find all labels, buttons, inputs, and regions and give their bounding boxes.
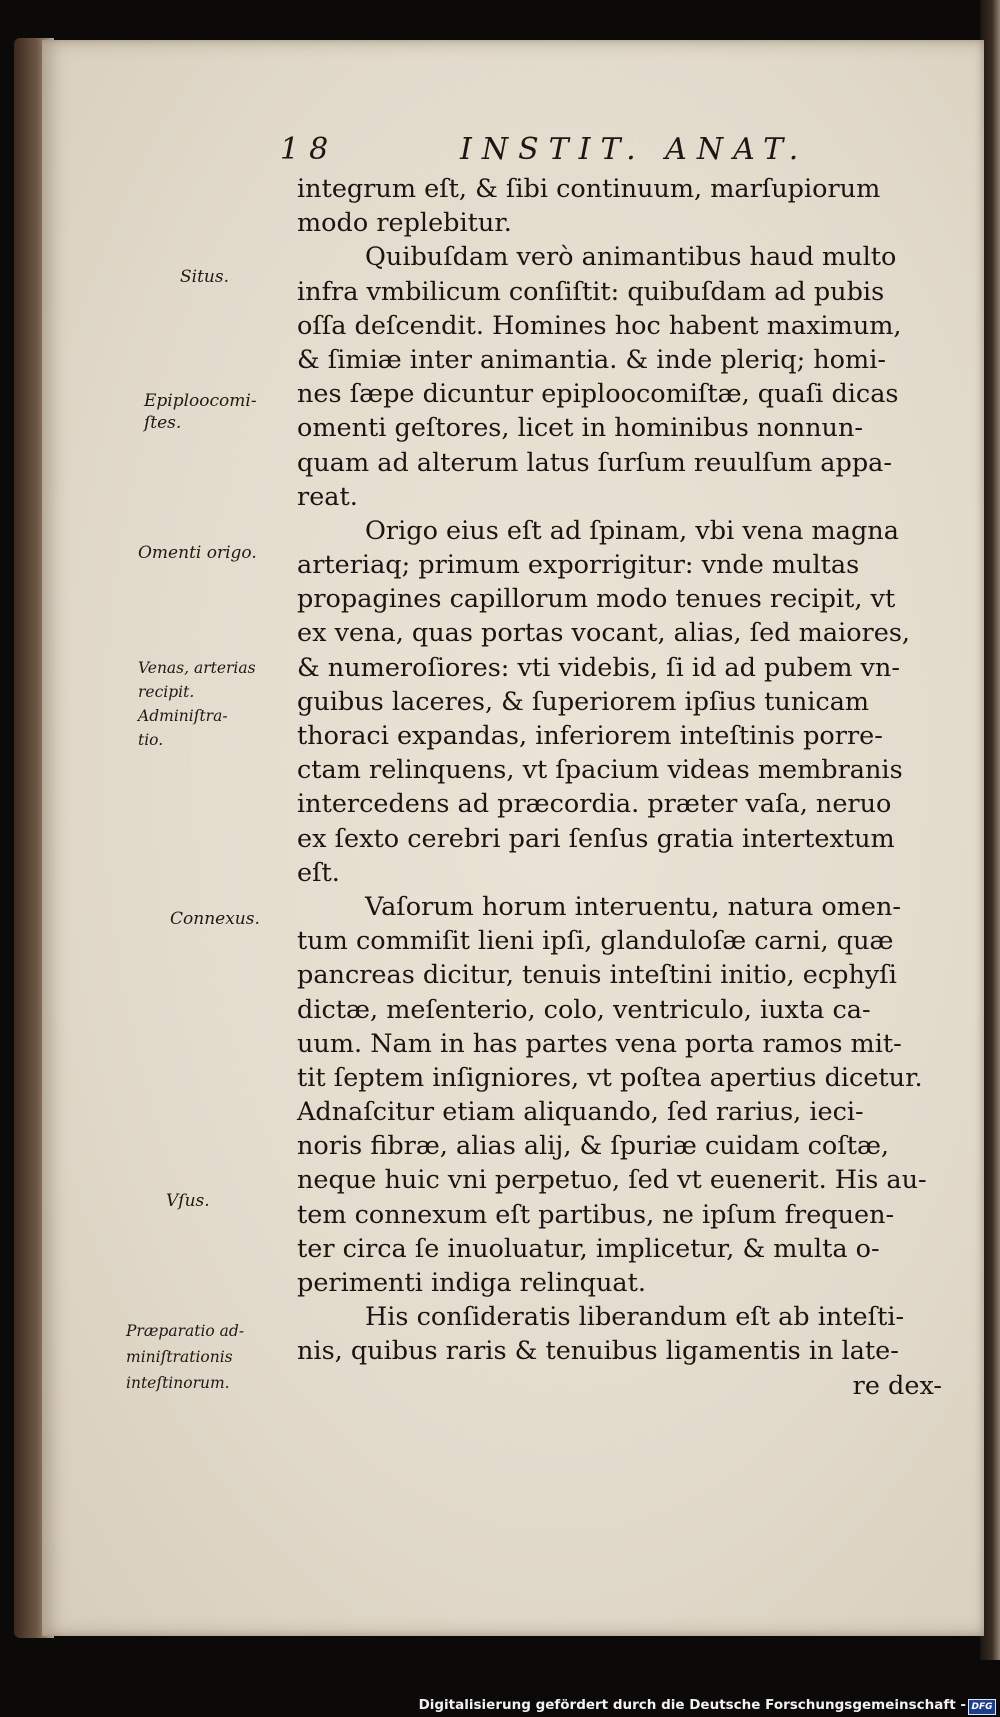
page-header bbox=[280, 132, 960, 172]
text-line: eſt. bbox=[297, 857, 340, 888]
text-line: tit ſeptem inſigniores, vt poſtea apertius dicetur. bbox=[297, 1062, 923, 1093]
dfg-logo-badge: DFG bbox=[968, 1699, 996, 1715]
margin-note-line: recipit. bbox=[138, 683, 195, 701]
text-line: thoraci expandas, inferiorem inteſtinis porre- bbox=[297, 721, 883, 751]
text-line: propagines capillorum modo tenues recipit, vt bbox=[297, 584, 896, 615]
text-line: & numeroſiores: vti videbis, ſi id ad pubem vn- bbox=[297, 652, 900, 683]
text-line: re dex- bbox=[852, 1370, 942, 1401]
digitization-credit: Digitalisierung gefördert durch die Deutsche Forschungsgemeinschaft - bbox=[418, 1697, 966, 1713]
margin-note-line: Præparatio ad- bbox=[126, 1322, 245, 1340]
text-line: ex vena, quas portas vocant, alias, ſed maiores, bbox=[297, 618, 911, 649]
text-line: tem connexum eſt partibus, ne ipſum frequen- bbox=[297, 1199, 895, 1230]
text-line: ter circa ſe inuoluatur, implicetur, & multa o- bbox=[297, 1233, 880, 1264]
margin-note-line: inteſtinorum. bbox=[126, 1374, 230, 1392]
page-number: 18 bbox=[280, 132, 339, 167]
margin-note-praeparatio bbox=[126, 1318, 244, 1396]
text-line: oſſa deſcendit. Homines hoc habent maximum, bbox=[297, 310, 902, 341]
text-line: infra vmbilicum conſiſtit: quibuſdam ad pubis bbox=[297, 276, 885, 307]
margin-note-connexus: Connexus. bbox=[170, 909, 260, 929]
margin-note-line: tio. bbox=[138, 731, 164, 749]
text-line: uum. Nam in has partes vena porta ramos mit- bbox=[297, 1028, 902, 1059]
text-line: guibus laceres, & ſuperiorem ipſius tunicam bbox=[297, 686, 870, 717]
margin-note-usus: Vſus. bbox=[166, 1191, 210, 1211]
text-line: omenti geſtores, licet in hominibus nonnun- bbox=[297, 413, 864, 444]
text-line: dictæ, meſenterio, colo, ventriculo, iuxta ca- bbox=[297, 994, 871, 1025]
margin-note-line: Adminiſtra- bbox=[138, 707, 228, 725]
text-line: Origo eius eſt ad ſpinam, vbi vena magna bbox=[365, 515, 899, 546]
margin-note-situs: Situs. bbox=[180, 267, 229, 287]
text-line: neque huic vni perpetuo, ſed vt euenerit. His au- bbox=[297, 1165, 927, 1196]
text-line: modo replebitur. bbox=[297, 208, 512, 239]
text-line: arteriaq; primum exporrigitur: vnde multas bbox=[297, 550, 860, 581]
text-line: reat. bbox=[297, 481, 358, 512]
text-line: Quibuſdam verò animantibus haud multo bbox=[365, 242, 897, 273]
text-line: Vaſorum horum interuentu, natura omen- bbox=[365, 891, 902, 922]
main-text-block bbox=[297, 172, 947, 1403]
text-line: tum commiſit lieni ipſi, glanduloſæ carni, quæ bbox=[297, 926, 894, 957]
text-line: nes ſæpe dicuntur epiploocomiſtæ, quaſi dicas bbox=[297, 379, 899, 410]
margin-note-omenti-origo: Omenti origo. bbox=[138, 543, 257, 563]
running-head: INSTIT. ANAT. bbox=[460, 132, 809, 167]
text-line: ex ſexto cerebri pari ſenſus gratia intertextum bbox=[297, 823, 895, 854]
text-line: & ſimiæ inter animantia. & inde pleriq; homi- bbox=[297, 344, 886, 375]
margin-note-venas bbox=[138, 656, 256, 752]
margin-note-epiploocomistes bbox=[144, 390, 257, 434]
text-line: Adnaſcitur etiam aliquando, ſed rarius, ieci- bbox=[297, 1097, 864, 1128]
text-line: His conſideratis liberandum eſt ab inteſti- bbox=[365, 1302, 905, 1333]
text-line: nis, quibus raris & tenuibus ligamentis in late- bbox=[297, 1336, 899, 1367]
text-line: integrum eſt, & ſibi continuum, marſupiorum bbox=[297, 174, 881, 204]
margin-note-line: Venas, arterias bbox=[138, 659, 256, 677]
text-line: intercedens ad præcordia. præter vaſa, neruo bbox=[297, 789, 892, 820]
text-line: quam ad alterum latus ſurſum reuulſum appa- bbox=[297, 447, 892, 478]
text-line: pancreas dicitur, tenuis inteſtini initio, ecphyſi bbox=[297, 960, 897, 991]
text-line: ctam relinquens, vt ſpacium videas membranis bbox=[297, 755, 903, 786]
margin-note-line: ſtes. bbox=[144, 413, 182, 433]
text-line: perimenti indiga relinquat. bbox=[297, 1268, 646, 1298]
margin-note-line: miniſtrationis bbox=[126, 1348, 233, 1366]
text-line: noris fibræ, alias alij, & ſpuriæ cuidam coſtæ, bbox=[297, 1131, 890, 1162]
margin-note-line: Epiploocomi- bbox=[144, 391, 257, 411]
